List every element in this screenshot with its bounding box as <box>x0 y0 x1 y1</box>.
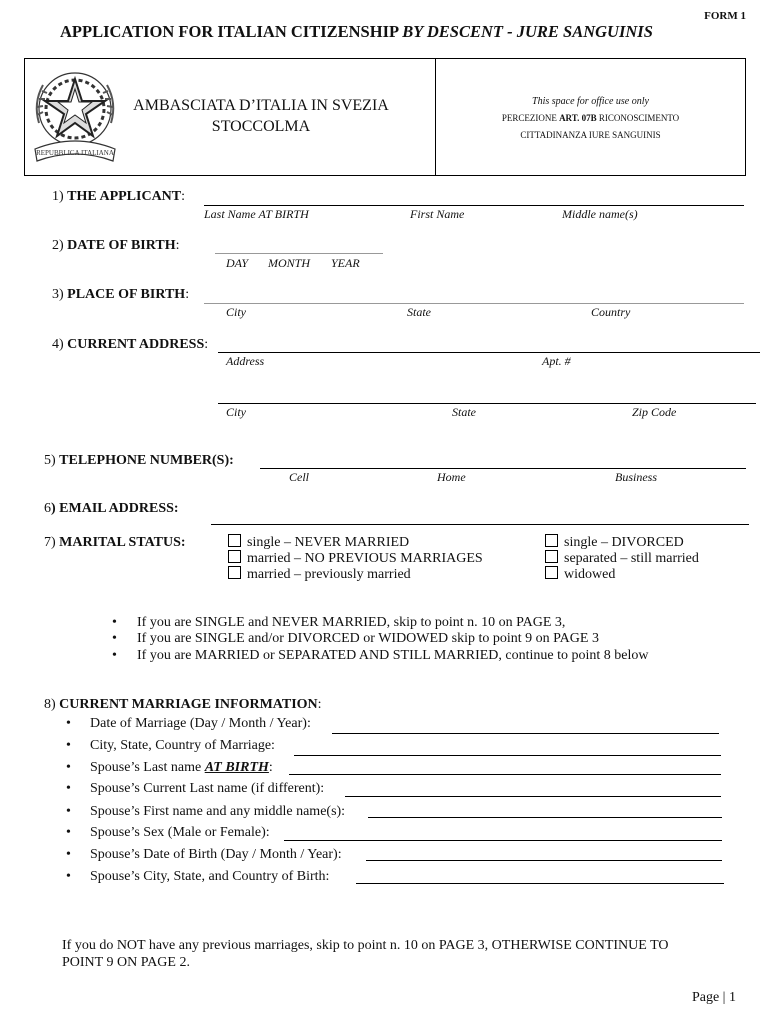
applicant-input-line[interactable] <box>204 205 744 206</box>
phone-sub-home: Home <box>437 470 466 484</box>
embassy-name: AMBASCIATA D’ITALIA IN SVEZIA STOCCOLMA <box>133 97 389 135</box>
instruction-item: • If you are MARRIED or SEPARATED AND STILL MARRIED, continue to point 8 below <box>112 648 649 664</box>
checkbox[interactable] <box>228 566 241 579</box>
office-use-box: This space for office use only PERCEZIONE ART. 07B RICONOSCIMENTO CITTADINANZA IURE SANGUINIS <box>501 96 680 140</box>
spouse-first-input-line[interactable] <box>368 817 722 818</box>
instructions-list <box>112 615 649 664</box>
spouse-pob-input-line[interactable] <box>356 883 724 884</box>
address-input-line[interactable] <box>218 352 760 353</box>
pob-sub-country: Country <box>591 305 631 319</box>
phone-input-line[interactable] <box>260 468 746 469</box>
marital-option-married-no-previous[interactable]: married – NO PREVIOUS MARRIAGES <box>228 550 483 567</box>
address-sub-address: Address <box>226 354 265 368</box>
marriage-item-spouse-pob: • Spouse’s City, State, and Country of Birth: <box>66 869 329 885</box>
phone-sub-business: Business <box>615 470 657 484</box>
pob-label: 3) PLACE OF BIRTH: <box>52 287 190 302</box>
checkbox[interactable] <box>545 550 558 563</box>
email-label: 6) EMAIL ADDRESS: <box>44 501 179 516</box>
marital-option-separated[interactable]: separated – still married <box>545 550 699 567</box>
marriage-item-spouse-last-birth: • Spouse’s Last name AT BIRTH: <box>66 760 273 776</box>
phone-label: 5) TELEPHONE NUMBER(S): <box>44 453 234 468</box>
applicant-sub-last: Last Name AT BIRTH <box>204 207 309 221</box>
marriage-item-spouse-current-last: • Spouse’s Current Last name (if different): <box>66 781 324 797</box>
form-number: FORM 1 <box>704 10 746 22</box>
footer-note: If you do NOT have any previous marriages, skip to point n. 10 on PAGE 3, OTHERWISE CONTINUE TO POINT 9 ON PAGE 2. <box>62 938 669 970</box>
marriage-item-date: • Date of Marriage (Day / Month / Year): <box>66 716 311 732</box>
marriage-place-input-line[interactable] <box>294 755 721 756</box>
checkbox[interactable] <box>545 566 558 579</box>
applicant-label: 1) THE APPLICANT: <box>52 189 186 204</box>
email-input-line[interactable] <box>211 524 749 525</box>
marriage-info-label: 8) CURRENT MARRIAGE INFORMATION: <box>44 697 322 712</box>
marriage-item-spouse-first: • Spouse’s First name and any middle name(s): <box>66 804 345 820</box>
pob-sub-state: State <box>407 305 431 319</box>
dob-sub-day: DAY <box>226 256 249 270</box>
dob-label: 2) DATE OF BIRTH: <box>52 238 180 253</box>
header-box <box>24 58 746 176</box>
checkbox[interactable] <box>228 534 241 547</box>
spouse-dob-input-line[interactable] <box>366 860 722 861</box>
dob-sub-year: YEAR <box>331 256 360 270</box>
instruction-item: • If you are SINGLE and NEVER MARRIED, skip to point n. 10 on PAGE 3, <box>112 615 649 631</box>
emblem-banner: REPUBBLICA ITALIANA <box>36 149 114 157</box>
address-sub-city: City <box>226 405 246 419</box>
address-sub-state: State <box>452 405 476 419</box>
italian-republic-emblem-icon <box>29 63 121 167</box>
marriage-item-place: • City, State, Country of Marriage: <box>66 738 275 754</box>
form-title: APPLICATION FOR ITALIAN CITIZENSHIP BY DESCENT - JURE SANGUINIS <box>60 22 653 41</box>
spouse-current-last-input-line[interactable] <box>345 796 721 797</box>
marriage-item-spouse-sex: • Spouse’s Sex (Male or Female): <box>66 825 270 841</box>
applicant-sub-first: First Name <box>410 207 465 221</box>
marital-option-married-previously[interactable]: married – previously married <box>228 566 411 583</box>
marital-option-single-divorced[interactable]: single – DIVORCED <box>545 534 684 551</box>
marriage-date-input-line[interactable] <box>332 733 719 734</box>
marital-option-single-never[interactable]: single – NEVER MARRIED <box>228 534 409 551</box>
dob-input-line[interactable] <box>215 253 383 254</box>
marital-option-widowed[interactable]: widowed <box>545 566 615 583</box>
address-sub-apt: Apt. # <box>542 354 571 368</box>
spouse-last-birth-input-line[interactable] <box>289 774 721 775</box>
checkbox[interactable] <box>545 534 558 547</box>
page-number: Page | 1 <box>691 990 736 1005</box>
marriage-item-spouse-dob: • Spouse’s Date of Birth (Day / Month / Year): <box>66 847 342 863</box>
address-city-input-line[interactable] <box>218 403 756 404</box>
applicant-sub-middle: Middle name(s) <box>562 207 638 221</box>
spouse-sex-input-line[interactable] <box>284 840 722 841</box>
address-label: 4) CURRENT ADDRESS: <box>52 337 209 352</box>
pob-input-line[interactable] <box>204 303 744 304</box>
address-sub-zip: Zip Code <box>632 405 677 419</box>
instruction-item: • If you are SINGLE and/or DIVORCED or WIDOWED skip to point 9 on PAGE 3 <box>112 631 649 647</box>
phone-sub-cell: Cell <box>289 470 309 484</box>
marital-status-label: 7) MARITAL STATUS: <box>44 535 186 550</box>
pob-sub-city: City <box>226 305 246 319</box>
dob-sub-month: MONTH <box>268 256 311 270</box>
checkbox[interactable] <box>228 550 241 563</box>
